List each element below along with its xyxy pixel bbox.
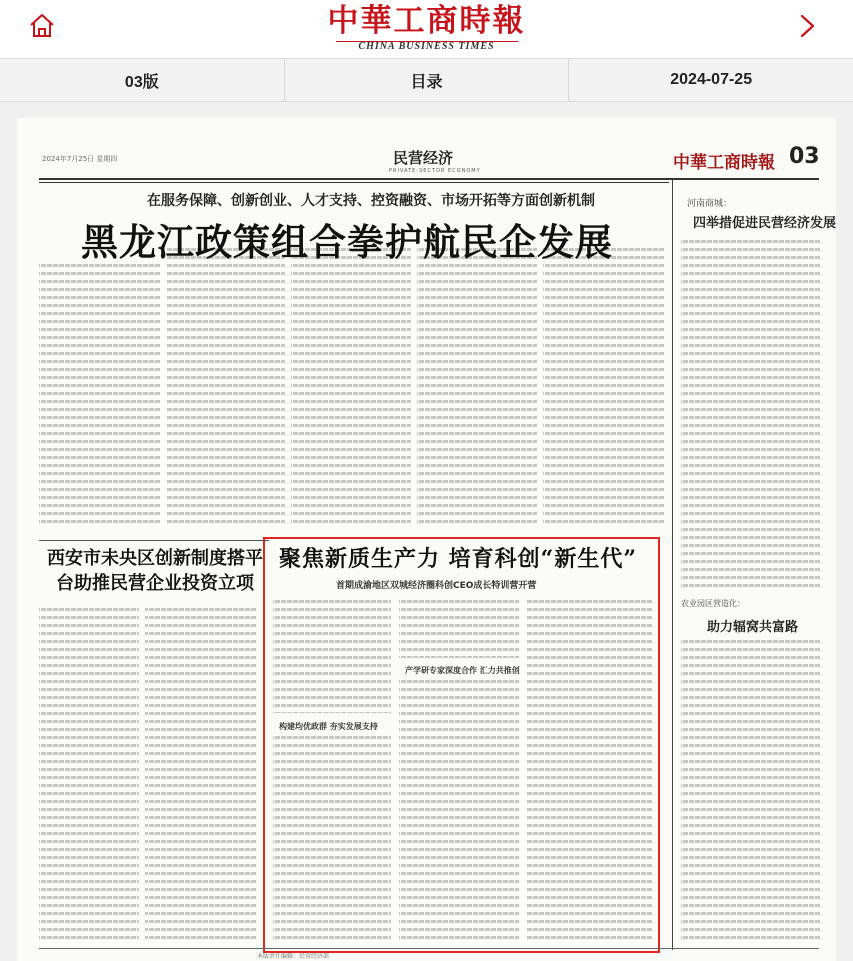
page-number: 03 [789,144,820,169]
column-separator [672,180,673,950]
feature-subtitle: 首期成渝地区双城经济圈科创CEO成长特训营开营 [336,581,537,591]
right-article-kicker: 河南商城： [687,199,733,209]
lead-kicker: 在服务保障、创新创业、人才支持、控资融资、市场开拓等方面创新机制 [147,193,595,209]
masthead-title: 中華工商時報 [327,3,526,39]
page-date-line: 2024年7月25日 星期四 [42,155,118,163]
newspaper-page[interactable] [17,118,836,961]
page-footer: 本版责任编辑：民营经济部 [257,953,330,960]
feature-section-heading: 构建均优政群 夯实发展支持 [279,722,378,731]
left-article-rule [39,540,269,541]
edition-toolbar [0,58,853,102]
masthead-subtitle: CHINA BUSINESS TIMES [358,41,495,52]
masthead [0,2,853,53]
footer-rule [39,948,819,949]
feature-section-heading: 产学研专家深度合作 汇力共推创 [405,666,520,675]
right-article-headline[interactable]: 四举措促进民营经济发展 [693,216,836,231]
page-viewer [0,102,853,961]
header-rule-thin [39,182,669,183]
date-selector[interactable]: 2024-07-25 [568,59,853,101]
paper-logo: 中華工商時報 [673,153,775,173]
lead-headline[interactable]: 黑龙江政策组合拳护航民企发展 [81,220,613,264]
feature-headline[interactable]: 聚焦新质生产力 培育科创“新生代” [279,546,637,572]
section-title-en: PRIVATE-SECTOR ECONOMY [389,168,481,174]
header-rule [39,178,819,180]
right-article2-kicker: 农业园区营造化： [681,599,745,608]
edition-selector[interactable]: 03版 [124,73,159,91]
chevron-right-icon[interactable] [795,12,819,40]
contents-button[interactable]: 目录 [284,59,569,101]
section-title: 民营经济 [393,149,454,167]
app-header [0,0,853,58]
right-article2-headline[interactable]: 助力辐窝共富路 [707,620,799,635]
left-article-headline[interactable]: 西安市未央区创新制度搭平台助推民营企业投资立项 [47,548,263,594]
selected-article-frame[interactable] [263,537,660,953]
